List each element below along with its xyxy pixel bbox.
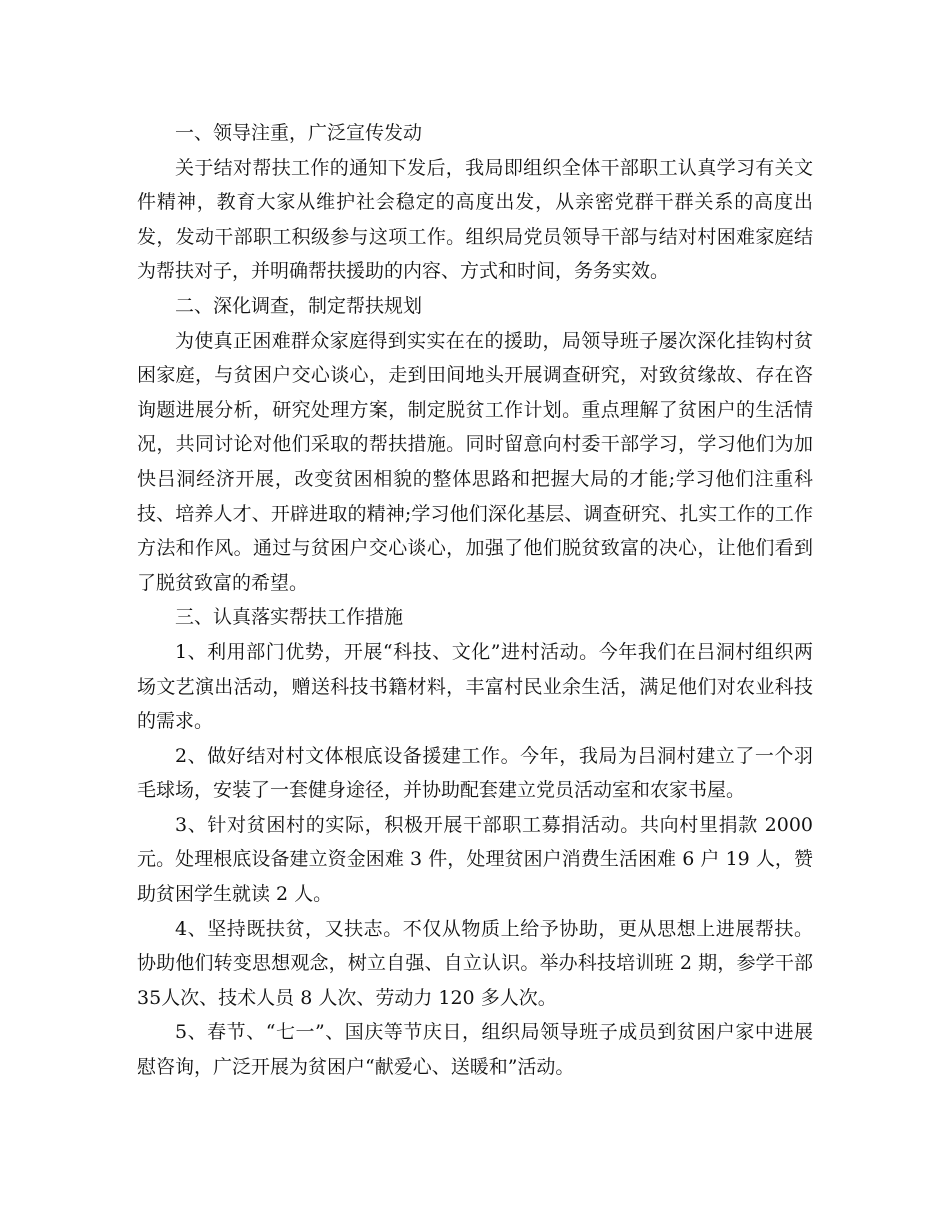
section-heading-3: 三、认真落实帮扶工作措施 xyxy=(175,606,404,629)
list-item-3: 3、针对贫困村的实际，积极开展干部职工募捐活动。共向村里捐款 2000元。处理根底设备建立资金困难 3 件，处理贫困户消费生活困难 6 户 19 人，赞助贫困学生就读 2 人。 xyxy=(137,813,813,906)
document-page xyxy=(137,116,813,1085)
paragraph-2: 为使真正困难群众家庭得到实实在在的援助，局领导班子屡次深化挂钩村贫困家庭，与贫困户交心谈心，走到田间地头开展调查研究，对致贫缘故、存在咨询题进展分析，研究处理方案，制定脱贫工作计划。重点理解了贫困户的生活情况，共同讨论对他们采取的帮扶措施。同时留意向村委干部学习，学习他们为加快吕洞经济开展，改变贫困相貌的整体思路和把握大局的才能;学习他们注重科技、培养人才、开辟进取的精神;学习他们深化基层、调查研究、扎实工作的工作方法和作风。通过与贫困户交心谈心，加强了他们脱贫致富的决心，让他们看到了脱贫致富的希望。 xyxy=(137,329,813,594)
list-item-1: 1、利用部门优势，开展“科技、文化”进村活动。今年我们在吕洞村组织两场文艺演出活动，赠送科技书籍材料，丰富村民业余生活，满足他们对农业科技的需求。 xyxy=(137,640,813,733)
list-item-2: 2、做好结对村文体根底设备援建工作。今年，我局为吕洞村建立了一个羽毛球场，安装了一套健身途径，并协助配套建立党员活动室和农家书屋。 xyxy=(137,744,813,802)
section-heading-1: 一、领导注重，广泛宣传发动 xyxy=(175,122,423,144)
paragraph-1: 关于结对帮扶工作的通知下发后，我局即组织全体干部职工认真学习有关文件精神，教育大家从维护社会稳定的高度出发，从亲密党群干群关系的高度出发，发动干部职工积级参与这项工作。组织局党员领导干部与结对村困难家庭结为帮扶对子，并明确帮扶援助的内容、方式和时间，务务实效。 xyxy=(137,156,813,283)
list-item-5: 5、春节、“七一”、国庆等节庆日，组织局领导班子成员到贫困户家中进展慰咨询，广泛开展为贫困户“献爱心、送暖和”活动。 xyxy=(137,1021,813,1079)
section-heading-2: 二、深化调查，制定帮扶规划 xyxy=(175,294,423,317)
list-item-4: 4、坚持既扶贫，又扶志。不仅从物质上给予协助，更从思想上进展帮扶。协助他们转变思想观念，树立自强、自立认识。举办科技培训班 2 期，参学干部 35人次、技术人员 8 人次、劳动力 120 多人次。 xyxy=(137,917,813,1009)
